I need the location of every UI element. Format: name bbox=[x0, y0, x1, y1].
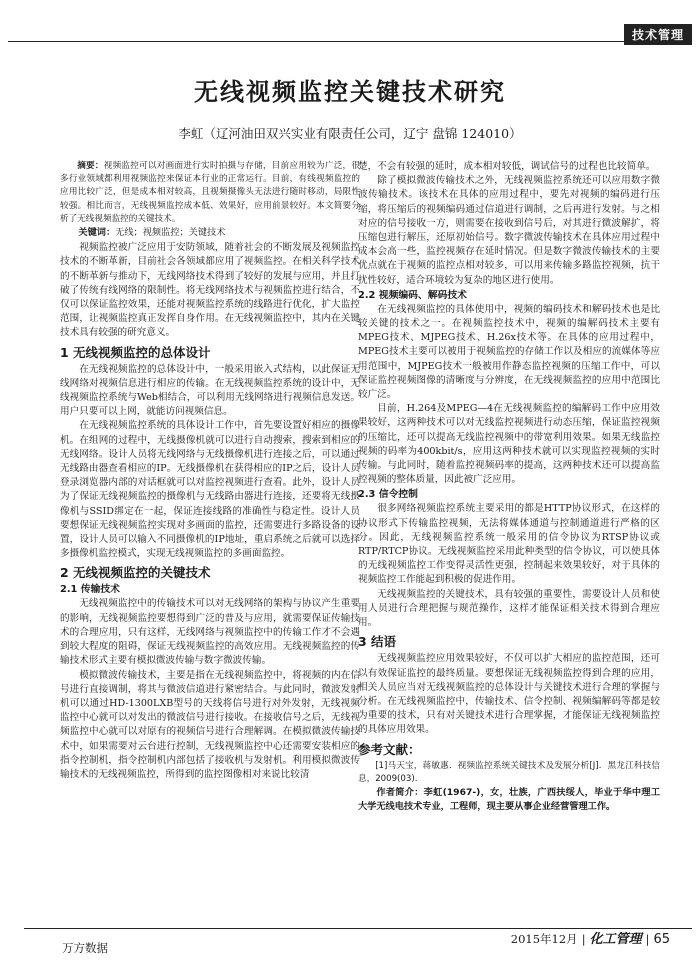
section-tag: 技术管理 bbox=[624, 24, 692, 45]
footer-separator-2: | bbox=[645, 932, 650, 946]
abstract-text: 视频监控可以对画面进行实时拍摄与存储，目前应用较为广泛，很多行业领域都利用视频监控来保证本行业的正常运行。目前，有线视频监控的应用比较广泛，但是成本相对较高，且视频摄像头无法进行随时移动，局限性较强。相比而言，无线视频监控成本低、效果好，应用前景较好。本文简要分析了无线视频监控的关键技术。 bbox=[60, 161, 360, 224]
abstract-label: 摘要： bbox=[77, 161, 104, 171]
page-footer bbox=[511, 928, 670, 947]
author-line: 李虹（辽河油田双兴实业有限责任公司，辽宁 盘锦 124010） bbox=[178, 126, 522, 141]
footer-separator: | bbox=[581, 932, 586, 946]
section-1-paragraph-2: 在无线视频监控系统的具体设计工作中，首先要设置好相应的摄像机。在组网的过程中，无线摄像机就可以进行自动搜索，搜索到相应的无线网络。设计人员将无线网络与无线摄像机进行连接之后，可以通过无线路由器查看相应的IP。无线摄像机在获得相应的IP之后，设计人员登录浏览器内部的对话框就可以对监控视频进行查看。此外，设计人员为了保证无线视频监控的摄像机与无线路由器进行连接，还要将无线摄像机与SSID绑定在一起，保证连接线路的准确性与稳定性。设计人员要想保证无线视频监控实现对多画面的监控，还需要进行多路设备的设置，设计人员可以输入不同摄像机的IP地址，重启系统之后就可以选择多摄像机监控模式，实现无线视频监控的多画面监控。 bbox=[60, 420, 360, 560]
journal-name: 化工管理 bbox=[589, 932, 642, 947]
section-2-3-heading: 2.3 信令控制 bbox=[358, 489, 418, 501]
section-2-3-paragraph-1: 很多网络视频监控系统主要采用的都是HTTP协议形式，在这样的协议形式下传输监控视频，无法将媒体通道与控制通道进行严格的区分。因此，无线视频监控系统一般采用的信令协议为RTSP协议或RTP/RTCP协议。无线视频监控采用此种类型的信令协议，可以使具体的无线视频监控工作变得灵活性更强，控制起来效果较好，对于具体的视频监控工作能起到积极的促进作用。 bbox=[358, 503, 660, 586]
reference-item: [1]马天宝，蒋敏惠．视频监控系统关键技术及发展分析[J]．黑龙江科技信息，2009(03). bbox=[358, 760, 660, 784]
section-2-1-paragraph-2: 模拟微波传输技术，主要是指在无线视频监控中，将视频的内在信号进行直接调制，将其与微波信道进行紧密结合。与此同时，微波发射机可以通过HD-1300LXB型号的天线将信号进行对外发射，无线视频监控中心就可以对发出的微波信号进行接收。在接收信号之后，无线视频监控中心就可以对原有的视频信号进行合理解调。在模拟微波传输技术中，如果需要对云台进行控制，无线视频监控中心还需要安装相应的指令控制机，指令控制机内部包括了接收机与发射机。利用模拟微波传输技术的无线视频监控，所得到的监控图像相对来说比较清 bbox=[60, 669, 360, 780]
issue-date: 2015年12月 bbox=[510, 932, 578, 946]
article-title: 无线视频监控关键技术研究 bbox=[194, 78, 506, 106]
intro-paragraph: 视频监控被广泛应用于安防领域，随着社会的不断发展及视频监控技术的不断革新，目前社会各领域都应用了视频监控。在相关科学技术的不断革新与推动下，无线网络技术得到了较好的发展与应用，并且打破了传统有线网络的限制性。将无线网络技术与视频监控进行结合，不仅可以保证监控效果，还能对视频监控系统的线路进行优化，扩大监控范围，让视频监控真正发挥自身作用。在无线视频监控中，其内在关键技术具有较强的研究意义。 bbox=[60, 242, 360, 339]
section-3-heading: 3 结语 bbox=[358, 634, 397, 650]
section-1-paragraph-1: 在无线视频监控的总体设计中，一般采用嵌入式结构，以此保证无线网络对视频信息进行相应的传输。在无线视频监控系统的设计中，无线视频监控系统与Web相结合，可以利用无线网络进行视频信息发送。用户只要可以上网，就能访问视频信息。 bbox=[60, 363, 360, 418]
section-2-2-heading: 2.2 视频编码、解码技术 bbox=[358, 289, 467, 301]
bio-text: 李虹(1967-)，女，壮族，广西扶绥人，毕业于华中理工大学无线电技术专业，工程师，现主要从事企业经营管理工作。 bbox=[358, 787, 661, 813]
section-2-1-paragraph-1: 无线视频监控中的传输技术可以对无线网络的架构与协议产生重要的影响，无线视频监控要想得到广泛的普及与应用，就需要保证传输技术的合理应用，只有这样，无线网络与视频监控中的传输工作才不会遇到较大程度的阻碍，保证无线视频监控的高效应用。无线视频监控的传输技术形式主要有模拟微波传输与数字微波传输。 bbox=[60, 598, 360, 667]
header-rule bbox=[8, 41, 692, 42]
digital-microwave-paragraph: 除了模拟微波传输技术之外，无线视频监控系统还可以应用数字微波传输技术。该技术在具体的应用过程中，要先对视频的编码进行压缩，将压缩后的视频编码通过信道进行调制，之后再进行发射。与之相对应的信号接收一方，则需要在接收到信号后，对其进行微波解扩，将压缩包进行解压，还原初始信号。数字微波传输技术在具体应用过程中成本会高一些，监控视频存在延时情况。但是数字微波传输技术的主要优点就在于视频的监控点相对较多，可以用来传输多路监控视频，抗干扰性较好，适合环境较为复杂的地区进行使用。 bbox=[358, 175, 660, 286]
references-heading: 参考文献： bbox=[358, 741, 421, 757]
author-bio bbox=[358, 786, 660, 814]
section-2-heading: 2 无线视频监控的关键技术 bbox=[60, 565, 211, 581]
section-3-paragraph: 无线视频监控应用效果较好，不仅可以扩大相应的监控范围，还可以有效保证监控的最终质量。要想保证无线视频监控得到合理的应用，相关人员应当对无线视频监控的总体设计与关键技术进行合理的掌握与分析。在无线视频监控中，传输技术、信令控制、视频编解码等都是较为重要的技术，只有对关键技术进行合理掌握，才能保证无线视频监控的具体应用效果。 bbox=[358, 653, 660, 736]
keywords-text: 无线；视频监控；关键技术 bbox=[115, 227, 226, 239]
bio-label: 作者简介： bbox=[376, 787, 424, 799]
continued-paragraph: 楚，不会有较强的延时，成本相对较低，调试信号的过程也比较简单。 bbox=[358, 161, 656, 172]
left-column bbox=[60, 160, 360, 782]
section-1-heading: 1 无线视频监控的总体设计 bbox=[60, 344, 211, 360]
abstract bbox=[60, 160, 360, 226]
page-number: 65 bbox=[653, 932, 670, 947]
keywords-label: 关键词： bbox=[78, 227, 116, 239]
section-2-2-paragraph-1: 在无线视频监控的具体使用中，视频的编码技术和解码技术也是比较关键的技术之一。在视频监控技术中，视频的编解码技术主要有MPEG技术、MJPEG技术、H.26x技术等。在具体的应用过程中，MPEG技术主要可以被用于视频监控的存储工作以及相应的流媒体等应用范围中，MJPEG技术一般被用作静态监控视频的压缩工作中，可以保证监控视频图像的清晰度与分辨度，在无线视频监控的应用中范围比较广泛。 bbox=[358, 303, 660, 401]
section-2-2-paragraph-2: 目前，H.264及MPEG—4在无线视频监控的编解码工作中应用效果较好，这两种技术可以对无线监控视频进行动态压缩，保证监控视频的压缩比，还可以提高无线监控视频中的带宽利用效果。如果无线监控视频的码率为400kbit/s，应用这两种技术就可以实现监控视频的实时传输。与此同时，随着监控视频码率的提高，这两种技术还可以提高监控视频的整体质量，因此被广泛应用。 bbox=[358, 403, 660, 486]
section-2-1-heading: 2.1 传输技术 bbox=[60, 584, 120, 596]
source-watermark: 万方数据 bbox=[62, 941, 108, 955]
right-column bbox=[358, 160, 660, 814]
keywords bbox=[60, 226, 360, 240]
section-2-3-paragraph-2: 无线视频监控的关键技术，具有较强的重要性，需要设计人员和使用人员进行合理把握与规范操作，这样才能保证相关技术得到合理应用。 bbox=[358, 588, 660, 629]
